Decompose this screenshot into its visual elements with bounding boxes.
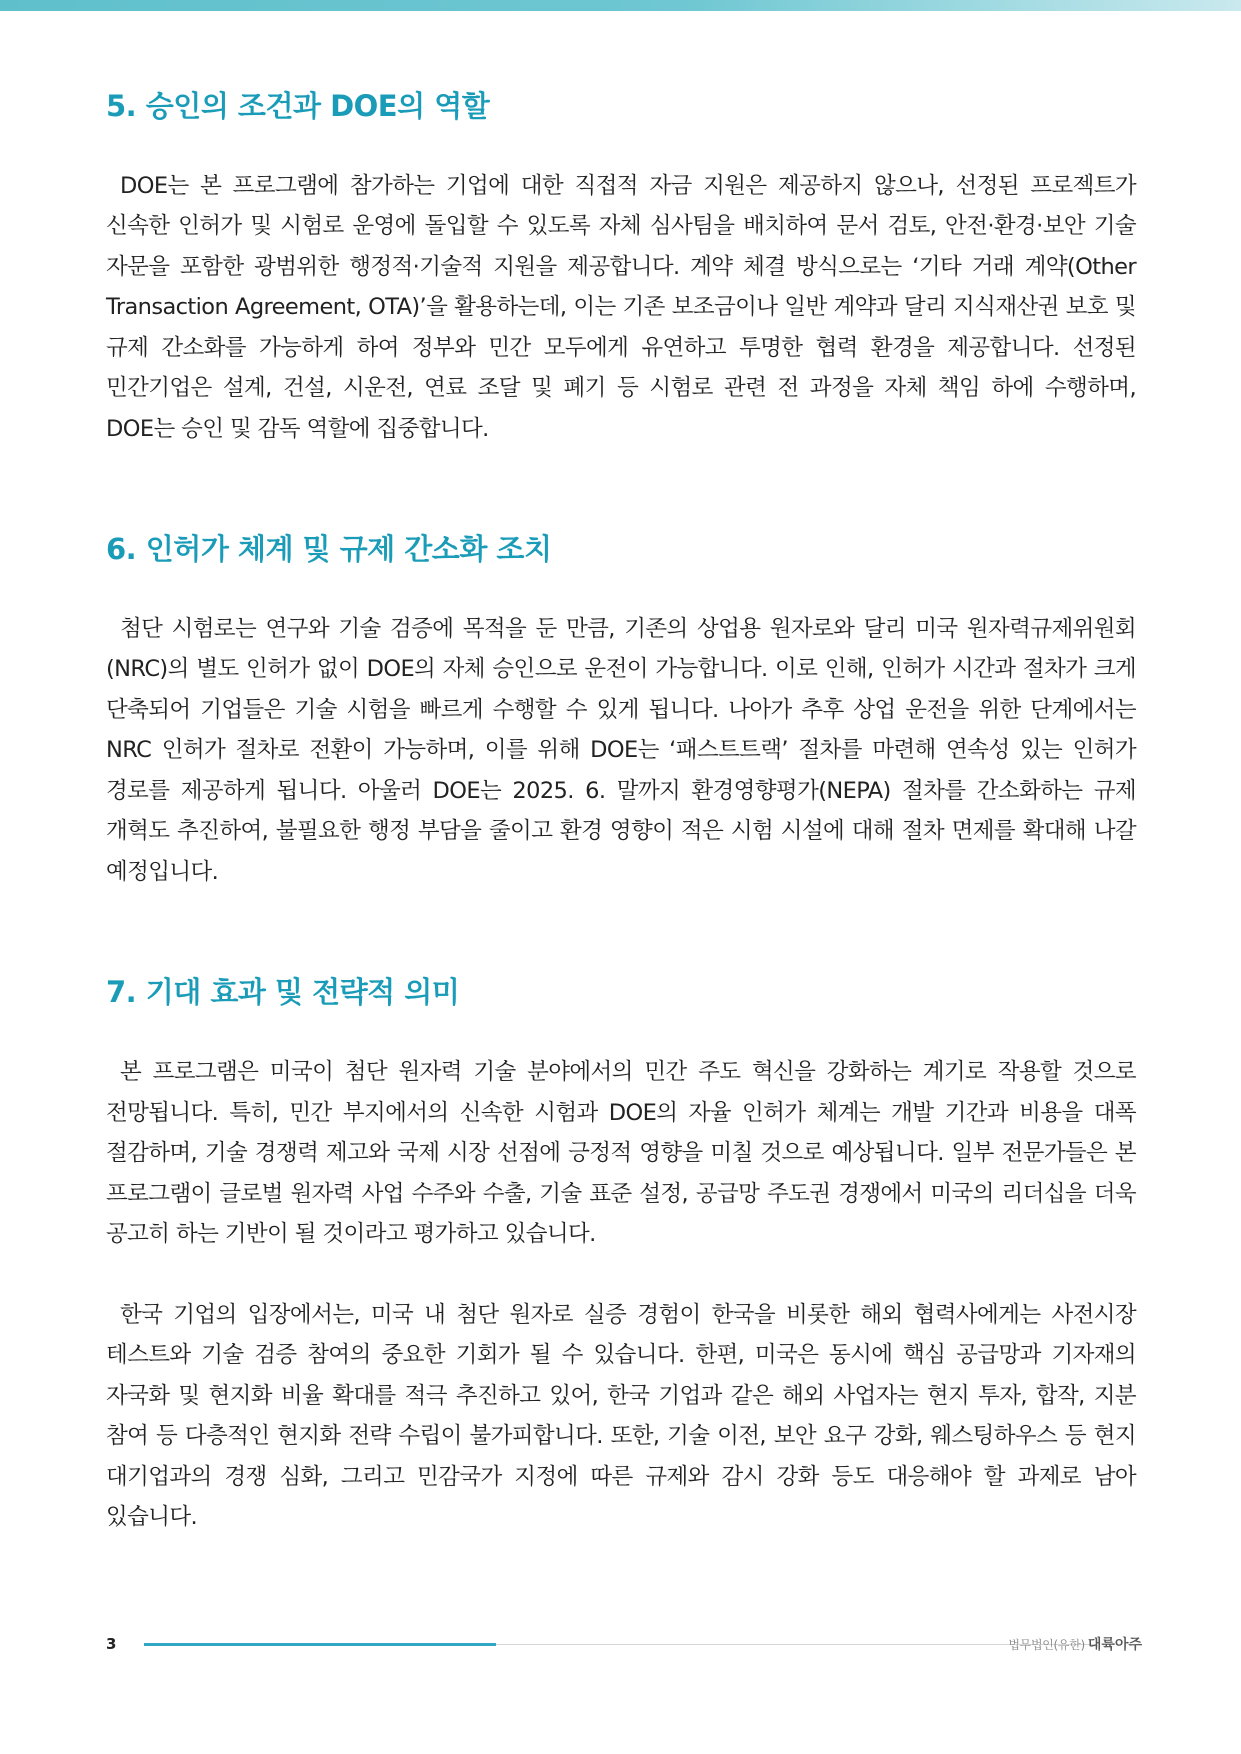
section-paragraph: 한국 기업의 입장에서는, 미국 내 첨단 원자로 실증 경험이 한국을 비롯한 해외 협력사에게는 사전시장 테스트와 기술 검증 참여의 중요한 기회가 될 수 있습니다. 한편, 미국은 동시에 핵심 공급망과 기자재의 자국화 및 현지화 비율 확대를 적극 추진하고 있어, 한국 기업과 같은 해외 사업자는 현지 투자, 합작, 지분 참여 등 다층적인 현지화 전략 수립이 불가피합니다. 또한, 기술 이전, 보안 요구 강화, 웨스팅하우스 등 현지 대기업과의 경쟁 심화, 그리고 민감국가 지정에 따른 규제와 감시 강화 등도 대응해야 할 과제로 남아 있습니다. — [106, 1301, 1136, 1531]
top-accent-bar — [0, 0, 1241, 11]
brand-prefix: 법무법인(유한) — [1008, 1638, 1085, 1652]
section-paragraph: DOE는 본 프로그램에 참가하는 기업에 대한 직접적 자금 지원은 제공하지 않으나, 선정된 프로젝트가 신속한 인허가 및 시험로 운영에 돌입할 수 있도록 자체 심사팀을 배치하여 문서 검토, 안전·환경·보안 기술 자문을 포함한 광범위한 행정적·기술적 지원을 제공합니다. 계약 체결 방식으로는 ‘기타 거래 계약(Other Transaction Agreement, OTA)’을 활용하는데, 이는 기존 보조금이나 일반 계약과 달리 지식재산권 보호 및 규제 간소화를 가능하게 하여 정부와 민간 모두에게 유연하고 투명한 협력 환경을 제공합니다. 선정된 민간기업은 설계, 건설, 시운전, 연료 조달 및 폐기 등 시험로 관련 전 과정을 자체 책임 하에 수행하며, DOE는 승인 및 감독 역할에 집중합니다. — [106, 172, 1136, 442]
section-title: 7. 기대 효과 및 전략적 의미 — [106, 975, 460, 1010]
section-title: 6. 인허가 체계 및 규제 간소화 조치 — [106, 532, 552, 567]
section-paragraph: 첨단 시험로는 연구와 기술 검증에 목적을 둔 만큼, 기존의 상업용 원자로와 달리 미국 원자력규제위원회(NRC)의 별도 인허가 없이 DOE의 자체 승인으로 운전이 가능합니다. 이로 인해, 인허가 시간과 절차가 크게 단축되어 기업들은 기술 시험을 빠르게 수행할 수 있게 됩니다. 나아가 추후 상업 운전을 위한 단계에서는 NRC 인허가 절차로 전환이 가능하며, 이를 위해 DOE는 ‘패스트트랙’ 절차를 마련해 연속성 있는 인허가 경로를 제공하게 됩니다. 아울러 DOE는 2025. 6. 말까지 환경영향평가(NEPA) 절차를 간소화하는 규제 개혁도 추진하여, 불필요한 행정 부담을 줄이고 환경 영향이 적은 시험 시설에 대해 절차 면제를 확대해 나갈 예정입니다. — [106, 615, 1136, 885]
section-7 — [106, 974, 1136, 1537]
section-6 — [106, 531, 1136, 892]
page-number: 3 — [106, 1635, 117, 1653]
section-5 — [106, 88, 1136, 449]
document-body — [106, 88, 1136, 1538]
section-paragraph: 본 프로그램은 미국이 첨단 원자력 기술 분야에서의 민간 주도 혁신을 강화하는 계기로 작용할 것으로 전망됩니다. 특히, 민간 부지에서의 신속한 시험과 DOE의 자율 인허가 체계는 개발 기간과 비용을 대폭 절감하며, 기술 경쟁력 제고와 국제 시장 선점에 긍정적 영향을 미칠 것으로 예상됩니다. 일부 전문가들은 본 프로그램이 글로벌 원자력 사업 수주와 수출, 기술 표준 설정, 공급망 주도권 경쟁에서 미국의 리더십을 더욱 공고히 하는 기반이 될 것이라고 평가하고 있습니다. — [106, 1059, 1136, 1248]
footer-divider — [496, 1644, 1096, 1645]
brand-name: 대륙아주 — [1087, 1637, 1142, 1653]
section-title: 5. 승인의 조건과 DOE의 역할 — [106, 89, 490, 123]
footer-brand — [1008, 1633, 1142, 1656]
footer-accent-line — [144, 1643, 496, 1646]
page-footer — [106, 1633, 1142, 1657]
